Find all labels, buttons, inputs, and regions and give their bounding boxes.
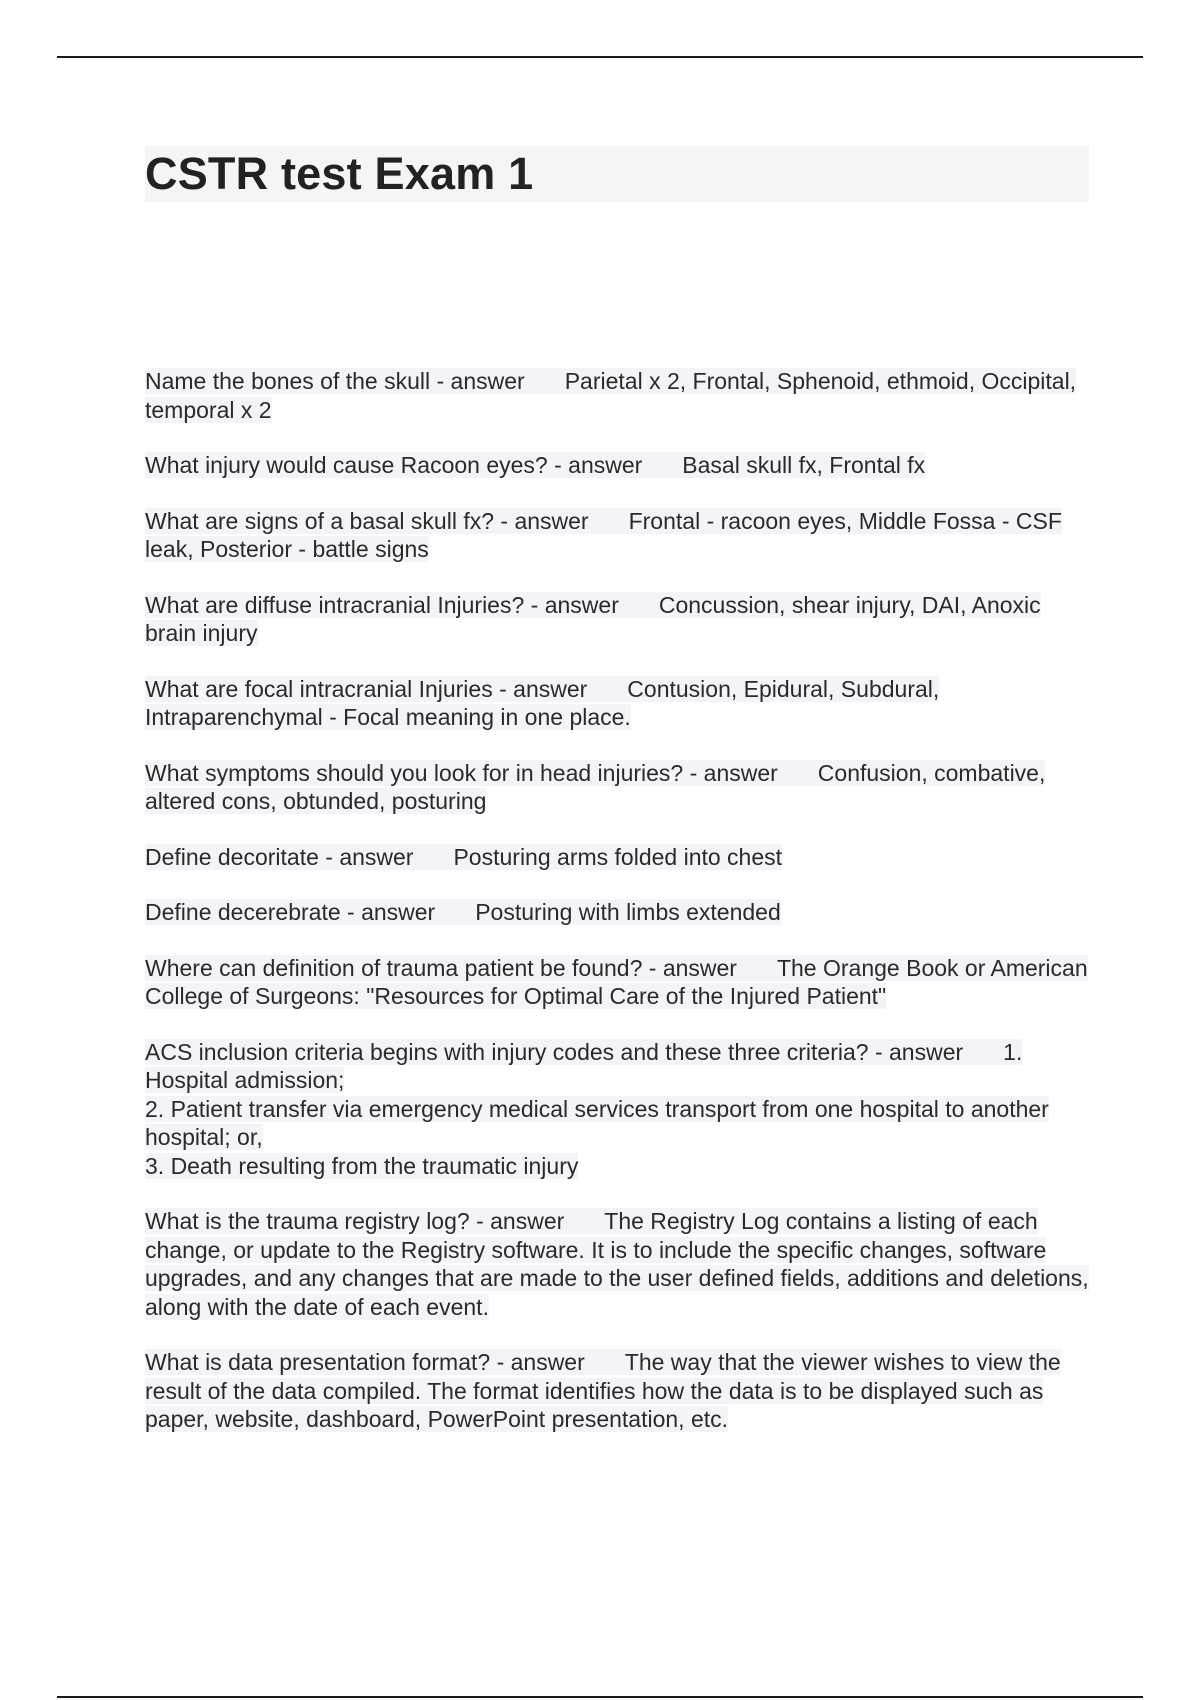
qa-item xyxy=(145,898,1095,927)
question-text: What injury would cause Racoon eyes? - answer xyxy=(145,452,643,478)
answer-text: 1. Hospital admission; xyxy=(145,1038,1023,1093)
qa-item xyxy=(145,1348,1095,1434)
qa-item xyxy=(145,1038,1095,1181)
answer-text: The Registry Log contains a listing of each change, or update to the Registry software. It is to include the specific changes, software upgrades, and any changes that are made to the user defined fields, additions and deletions, along with the date of each event. xyxy=(145,1208,1089,1320)
answer-text: The way that the viewer wishes to view the result of the data compiled. The format identifies how the data is to be displayed such as paper, website, dashboard, PowerPoint presentation, etc. xyxy=(145,1349,1061,1432)
answer-text: Confusion, combative, altered cons, obtunded, posturing xyxy=(145,759,1046,814)
question-text: Define decoritate - answer xyxy=(145,843,414,870)
qa-item xyxy=(145,675,1095,732)
answer-text: Posturing arms folded into chest xyxy=(453,843,783,870)
answer-text: Basal skull fx, Frontal fx xyxy=(682,452,926,478)
answer-text: Parietal x 2, Frontal, Sphenoid, ethmoid, Occipital, temporal x 2 xyxy=(145,368,1077,423)
answer-line: 2. Patient transfer via emergency medical services transport from one hospital to another hospital; or, xyxy=(145,1095,1049,1150)
question-text: Name the bones of the skull - answer xyxy=(145,368,525,394)
qa-list xyxy=(145,367,1095,1461)
question-text: What symptoms should you look for in head injuries? - answer xyxy=(145,759,778,786)
answer-text: Posturing with limbs extended xyxy=(475,899,781,925)
qa-item xyxy=(145,591,1095,648)
question-text: Define decerebrate - answer xyxy=(145,899,436,925)
question-text: What is data presentation format? - answer xyxy=(145,1349,585,1375)
qa-item xyxy=(145,367,1095,424)
question-text: ACS inclusion criteria begins with injury codes and these three criteria? - answer xyxy=(145,1038,964,1065)
question-text: Where can definition of trauma patient be found? - answer xyxy=(145,954,737,981)
answer-text: Contusion, Epidural, Subdural, Intraparenchymal - Focal meaning in one place. xyxy=(145,675,940,730)
question-text: What are signs of a basal skull fx? - answer xyxy=(145,507,589,534)
top-rule xyxy=(57,56,1143,58)
question-text: What are diffuse intracranial Injuries? - answer xyxy=(145,591,619,618)
answer-text: Concussion, shear injury, DAI, Anoxic brain injury xyxy=(145,591,1041,646)
qa-item xyxy=(145,954,1095,1011)
qa-item xyxy=(145,507,1095,564)
answer-text: Frontal - racoon eyes, Middle Fossa - CSF leak, Posterior - battle signs xyxy=(145,507,1062,562)
answer-text: The Orange Book or American College of Surgeons: "Resources for Optimal Care of the Injured Patient" xyxy=(145,954,1088,1009)
qa-item xyxy=(145,1207,1095,1321)
qa-item xyxy=(145,451,1095,480)
page-title: CSTR test Exam 1 xyxy=(145,148,534,199)
question-text: What is the trauma registry log? - answer xyxy=(145,1208,565,1234)
question-text: What are focal intracranial Injuries - answer xyxy=(145,675,588,702)
bottom-rule xyxy=(57,1696,1143,1698)
answer-line: 3. Death resulting from the traumatic injury xyxy=(145,1152,579,1179)
qa-item xyxy=(145,843,1095,872)
qa-item xyxy=(145,759,1095,816)
